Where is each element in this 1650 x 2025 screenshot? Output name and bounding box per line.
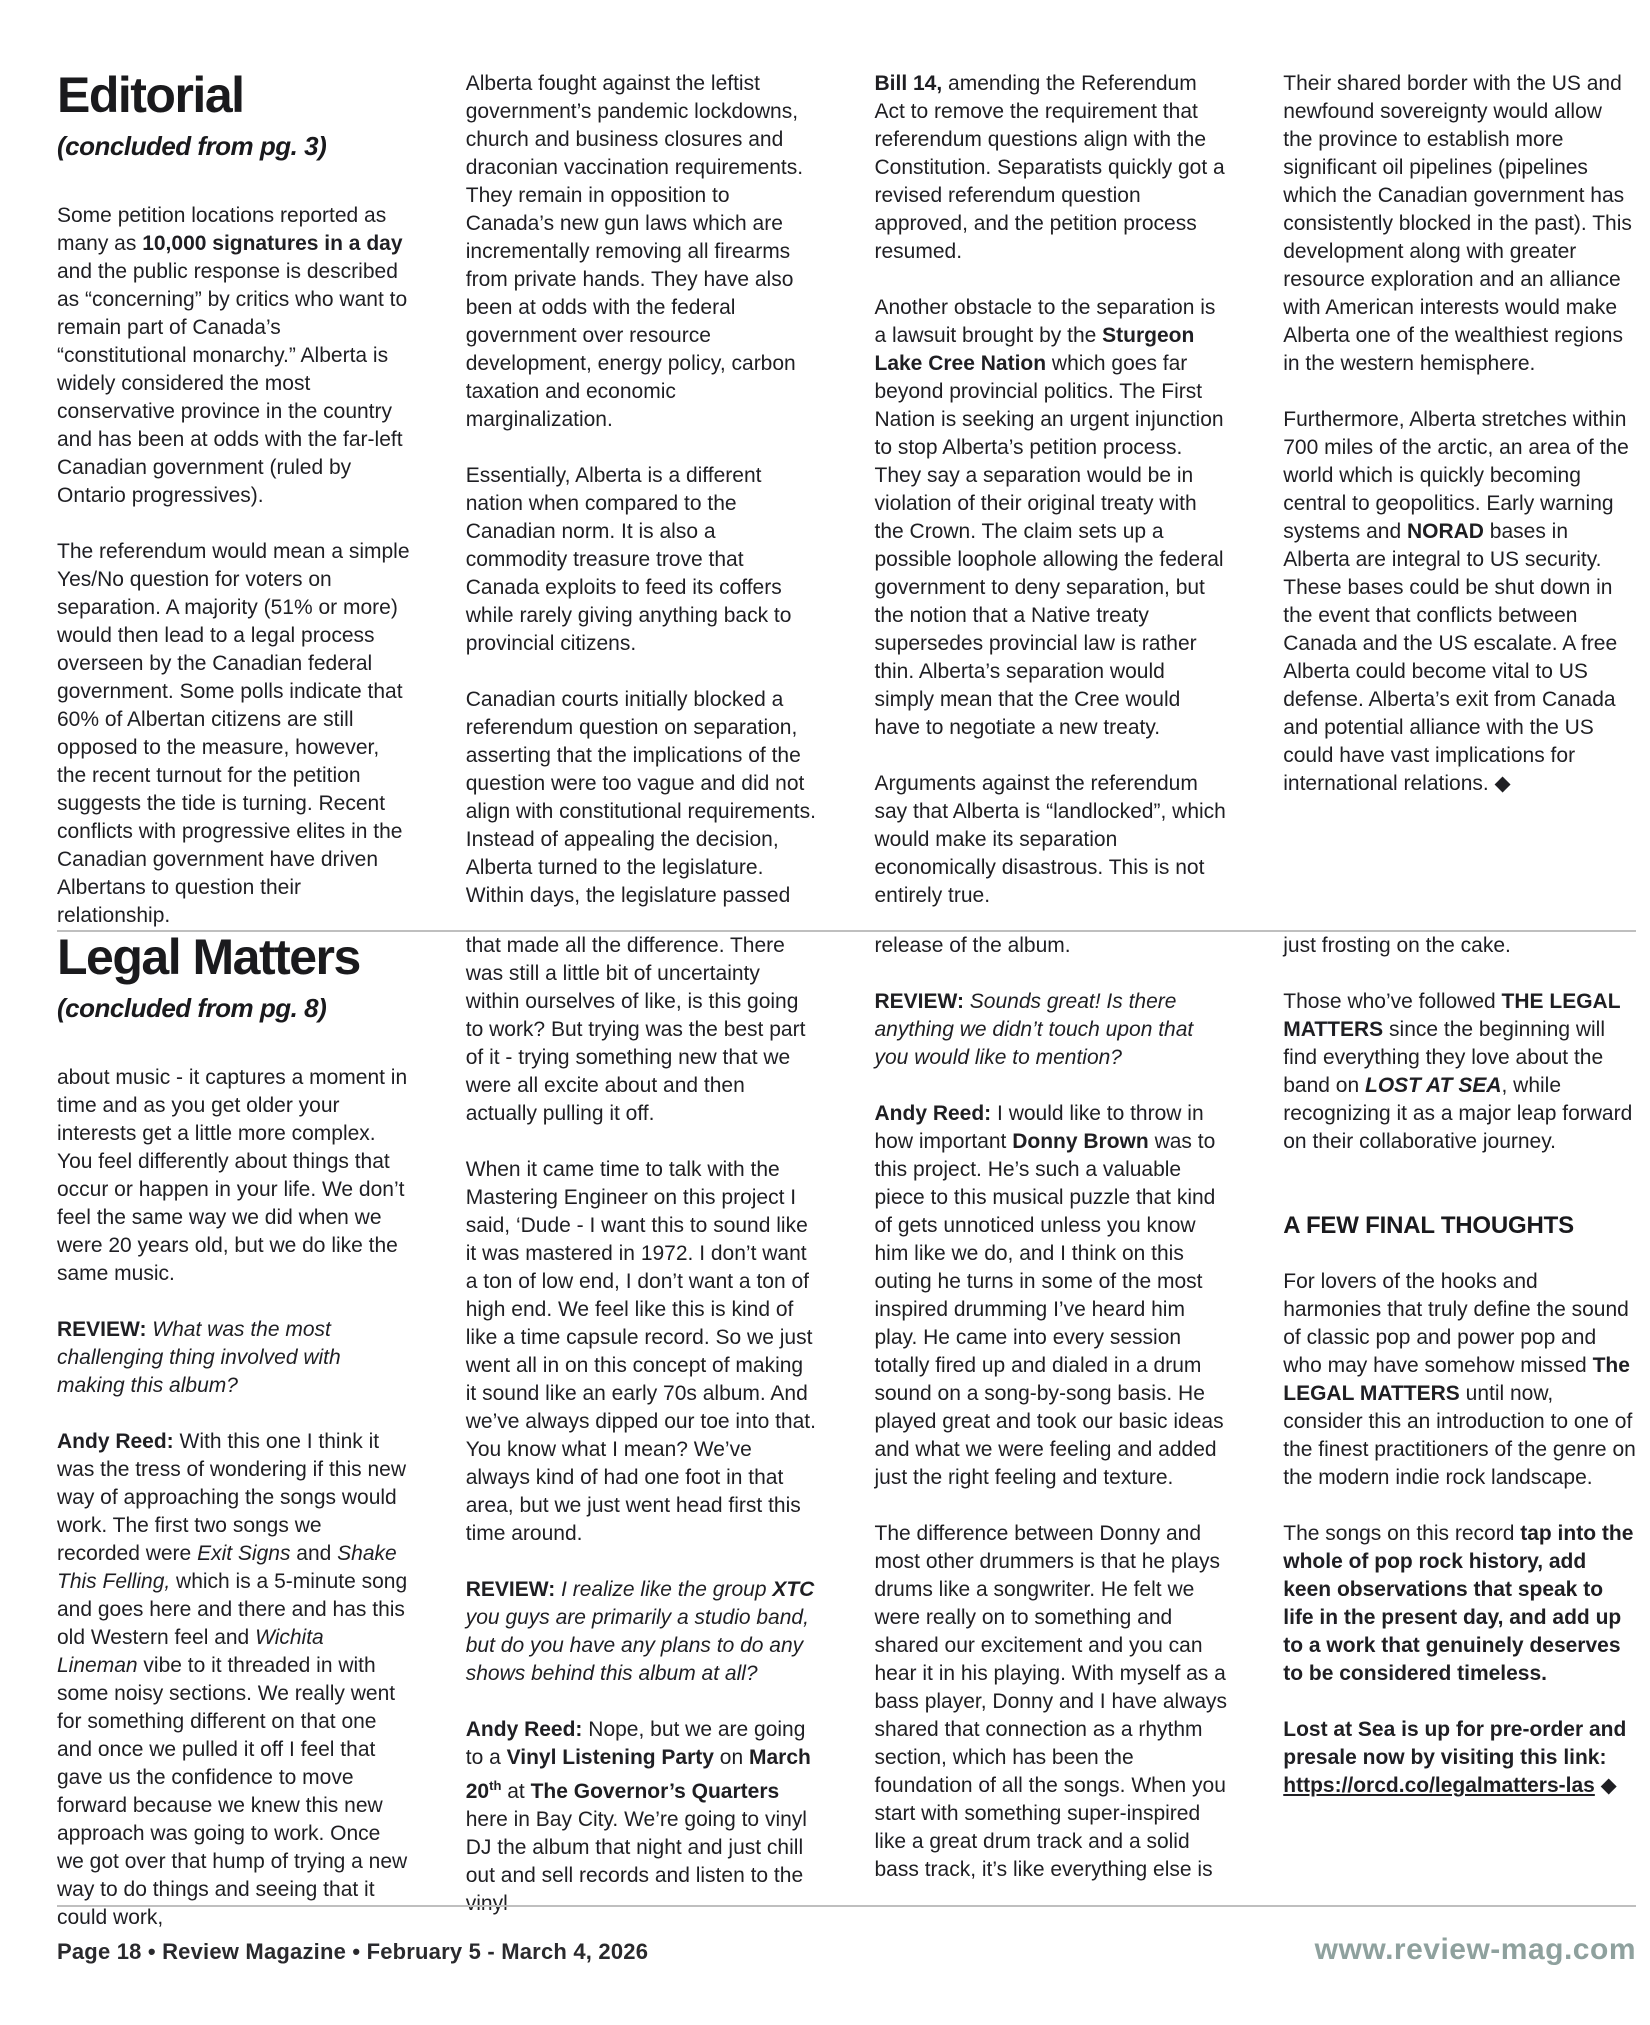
paragraph [1283,1268,1636,1492]
editorial-column-4 [1283,70,1636,930]
text-run: vibe to it threaded in with some noisy sections. We really went for something different on that one and once we pulled it off I feel that gave us the confidence to move forward because we knew this new approach was going to work. Once we got over that hump of trying a new way to do things and seeing that it could work, [57,1654,408,1929]
text-run: I realize like the group [555,1578,773,1601]
editorial-column-1 [57,67,410,930]
text-run: A FEW FINAL THOUGHTS [1283,1212,1574,1239]
paragraph [875,1100,1228,1492]
text-run: was to this project. He’s such a valuable piece to this musical puzzle that kind of gets unnoticed unless you know him like we do, and I think on this outing he turns in some of the most inspired drumming I’ve heard him play. He came into every session totally fired up and dialed in a drum sound on a song-by-song basis. He played great and took our basic ideas and what we were feeling and added just the right feeling and texture. [874,1130,1224,1489]
legal-column-2 [466,932,819,1932]
editorial-column-3-body [875,70,1228,910]
text-run: The Governor’s Quarters [530,1780,780,1803]
legal-title: Legal Matters [57,929,360,985]
editorial-article [57,67,1636,930]
editorial-column-1-body [57,202,410,930]
text-run: The LEGAL MATTERS [1283,1354,1630,1405]
album-preorder-link[interactable]: https://orcd.co/legalmatters-las [1283,1774,1595,1797]
legal-subtitle: (concluded from pg. 8) [57,993,327,1023]
text-run: NORAD [1406,520,1484,543]
text-run: Furthermore, Alberta stretches within 700 miles of the arctic, an area of the world which is quickly becoming central to geopolitics. Early warning systems and [1283,408,1629,543]
text-run: Shake This Felling, [57,1542,397,1593]
paragraph [57,1064,410,1288]
text-run: Sturgeon Lake Cree Nation [874,324,1195,375]
text-run: When it came time to talk with the Mastering Engineer on this project I said, ‘Dude - I want this to sound like it was mastered in 1972. I don’t want a ton of low end, I don’t want a ton of high end. We feel like this is kind of like a time capsule record. So we just went all in on this concept of making it sound like an early 70s album. And we’ve always dipped our toe into that. You know what I mean? We’ve always kind of had one foot in that area, but we just went head first this time around. [465,1158,816,1545]
text-run: March 20 [465,1746,811,1803]
paragraph [57,202,410,510]
paragraph [466,70,819,434]
text-run: Bill 14, [874,72,943,95]
text-run: Some petition locations reported as many as [57,204,387,255]
text-run: bases in Alberta are integral to US security. These bases could be shut down in the event that conflicts between Canada and the US escalate. A free Alberta could become vital to US defense. Alberta’s exit from Canada and potential alliance with the US could have vast implications for international relations. [1283,520,1618,795]
paragraph [1283,988,1636,1156]
text-run: release of the album. [874,934,1071,957]
text-run: I would like to throw in how important [874,1102,1204,1153]
paragraph [875,932,1228,960]
text-run: The songs on this record [1283,1522,1521,1545]
paragraph [466,932,819,1128]
text-run: Another obstacle to the separation is a lawsuit brought by the [874,296,1216,347]
legal-column-3 [875,932,1228,1932]
paragraph [1283,70,1636,378]
paragraph [875,1520,1228,1884]
legal-column-1-body [57,1064,410,1932]
footer-row [57,1933,1636,1967]
editorial-column-3 [875,70,1228,930]
text-run: Lost at Sea is up for pre-order and presale now by visiting this link: [1283,1718,1627,1769]
editorial-header [57,67,410,162]
text-run: Wichita Lineman [57,1626,324,1677]
text-run: on [713,1746,749,1769]
editorial-title: Editorial [57,67,244,123]
legal-header [57,929,410,1024]
editorial-column-2 [466,70,819,930]
legal-column-4-body [1283,932,1636,1800]
text-run: Donny Brown [1012,1130,1149,1153]
text-run: Their shared border with the US and newfound sovereignty would allow the province to establish more significant oil pipelines (pipelines which the Canadian government has consistently blocked in the past). This development along with greater resource exploration and an alliance with American interests would make Alberta one of the wealthiest regions in the western hemisphere. [1283,72,1632,375]
text-run: , while recognizing it as a major leap forward on their collaborative journey. [1283,1074,1633,1153]
page-footer [57,1905,1636,1967]
footer-website-url: www.review-mag.com [1314,1933,1636,1966]
text-run: just frosting on the cake. [1283,934,1511,957]
text-run: LOST AT SEA [1365,1074,1502,1097]
legal-matters-article [57,929,1636,1932]
text-run: Vinyl Listening Party [506,1746,714,1769]
editorial-column-4-body [1283,70,1636,798]
text-run: which goes far beyond provincial politics. The First Nation is seeking an urgent injunction to stop Alberta’s petition process. They say a separation would be in violation of their original treaty with the Crown. The claim sets up a possible loophole allowing the federal government to deny separation, but the notion that a Native treaty supersedes provincial law is rather thin. Alberta’s separation would simply mean that the Cree would have to negotiate a new treaty. [874,352,1224,739]
text-run: 10,000 signatures in a day [142,232,403,255]
text-run: With this one I think it was the tress of wondering if this new way of approaching the songs would work. The first two songs we recorded were [57,1430,407,1565]
text-run: that made all the difference. There was still a little bit of uncertainty within ourselves of like, is this going to work? But trying was the best part of it - trying something new that we were all excite about and then actually pulling it off. [465,934,806,1125]
legal-column-2-body [466,932,819,1918]
text-run: Canadian courts initially blocked a referendum question on separation, asserting that the implications of the question were too vague and did not align with constitutional requirements. Instead of appealing the decision, Alberta turned to the legislature. Within days, the legislature passed [465,688,816,907]
text-run: Arguments against the referendum say that Alberta is “landlocked”, which would make its separation economically disastrous. This is not entirely true. [874,772,1226,907]
text-run: which is a 5-minute song and goes here and there and has this old Western feel and [57,1570,408,1649]
paragraph [875,70,1228,266]
paragraph [57,1428,410,1932]
paragraph [466,462,819,658]
end-of-article-diamond-icon: ◆ [1494,772,1511,795]
text-run: Alberta fought against the leftist government’s pandemic lockdowns, church and business closures and draconian vaccination requirements. They remain in opposition to Canada’s new gun laws which are incrementally removing all firearms from private hands. They have also been at odds with the federal government over resource development, energy policy, carbon taxation and economic marginalization. [465,72,804,431]
text-run: here in Bay City. We’re going to vinyl DJ the album that night and just chill out and sell records and listen to the vinyl [465,1808,807,1915]
column-heading [1283,1212,1636,1240]
legal-column-3-body [875,932,1228,1884]
text-run: REVIEW: [57,1318,147,1341]
text-run: Nope, but we are going to a [465,1718,806,1769]
legal-column-1 [57,929,410,1932]
paragraph [1283,1716,1636,1800]
text-run: Andy Reed: [465,1718,583,1741]
text-run: XTC [772,1578,815,1601]
paragraph [875,770,1228,910]
text-run: The referendum would mean a simple Yes/No question for voters on separation. A majority (51% or more) would then lead to a legal process overseen by the Canadian federal government. Some polls indicate that 60% of Albertan citizens are still opposed to the measure, however, the recent turnout for the petition suggests the tide is turning. Recent conflicts with progressive elites in the Canadian government have driven Albertans to question their relationship. [57,540,410,927]
paragraph [1283,1520,1636,1688]
text-run: Those who’ve followed [1283,990,1502,1013]
paragraph [1283,406,1636,798]
legal-column-4 [1283,932,1636,1932]
text-run: For lovers of the hooks and harmonies that truly define the sound of classic pop and power pop and who may have somehow missed [1283,1270,1629,1377]
text-run: th [489,1778,502,1793]
text-run: about music - it captures a moment in time and as you get older your interests get a little more complex. You feel differently about things that occur or happen in your life. We don’t feel the same way we did when we were 20 years old, but we do like the same music. [57,1066,408,1285]
text-run: until now, consider this an introduction to one of the finest practitioners of the genre on the modern indie rock landscape. [1283,1382,1636,1489]
text-run: Essentially, Alberta is a different nation when compared to the Canadian norm. It is also a commodity treasure trove that Canada exploits to feed its coffers while rarely giving anything back to provincial citizens. [465,464,792,655]
text-run: and [290,1542,338,1565]
text-run: THE LEGAL MATTERS [1283,990,1621,1041]
text-run: you guys are primarily a studio band, but do you have any plans to do any shows behind this album at all? [465,1606,809,1685]
paragraph [466,686,819,910]
text-run: What was the most challenging thing involved with making this album? [57,1318,341,1397]
text-run: REVIEW: [874,990,964,1013]
paragraph [1283,932,1636,960]
text-run: Exit Signs [197,1542,291,1565]
text-run: Andy Reed: [874,1102,992,1125]
footer-page-info: Page 18 • Review Magazine • February 5 - March 4, 2026 [57,1939,649,1964]
text-run: Sounds great! Is there anything we didn’t touch upon that you would like to mention? [874,990,1194,1069]
text-run: The difference between Donny and most other drummers is that he plays drums like a songwriter. He felt we were really on to something and shared our excitement and you can hear it in his playing. With myself as a bass player, Donny and I have always shared that connection as a rhythm section, which has been the foundation of all the songs. When you start with something super-inspired like a great drum track and a solid bass track, it’s like everything else is [874,1522,1228,1881]
end-of-article-diamond-icon: ◆ [1600,1774,1617,1797]
text-run: at [501,1780,531,1803]
text-run: Andy Reed: [57,1430,174,1453]
text-run: and the public response is described as “concerning” by critics who want to remain part of Canada’s “constitutional monarchy.” Alberta is widely considered the most conservative province in the country and has been at odds with the far-left Canadian government (ruled by Ontario progressives). [57,260,408,507]
paragraph [57,1316,410,1400]
paragraph [466,1156,819,1548]
paragraph [875,294,1228,742]
editorial-column-2-body [466,70,819,910]
footer-divider [57,1905,1636,1907]
paragraph [466,1716,819,1918]
text-run: amending the Referendum Act to remove the requirement that referendum questions align with the Constitution. Separatists quickly got a revised referendum question approved, and the petition process resumed. [874,72,1225,263]
text-run: tap into the whole of pop rock history, add keen observations that speak to life in the present day, and add up to a work that genuinely deserves to be considered timeless. [1283,1522,1634,1685]
paragraph [57,538,410,930]
paragraph [875,988,1228,1072]
paragraph [466,1576,819,1688]
text-run: REVIEW: [465,1578,556,1601]
editorial-subtitle: (concluded from pg. 3) [57,131,327,161]
text-run: since the beginning will find everything they love about the band on [1283,1018,1605,1097]
